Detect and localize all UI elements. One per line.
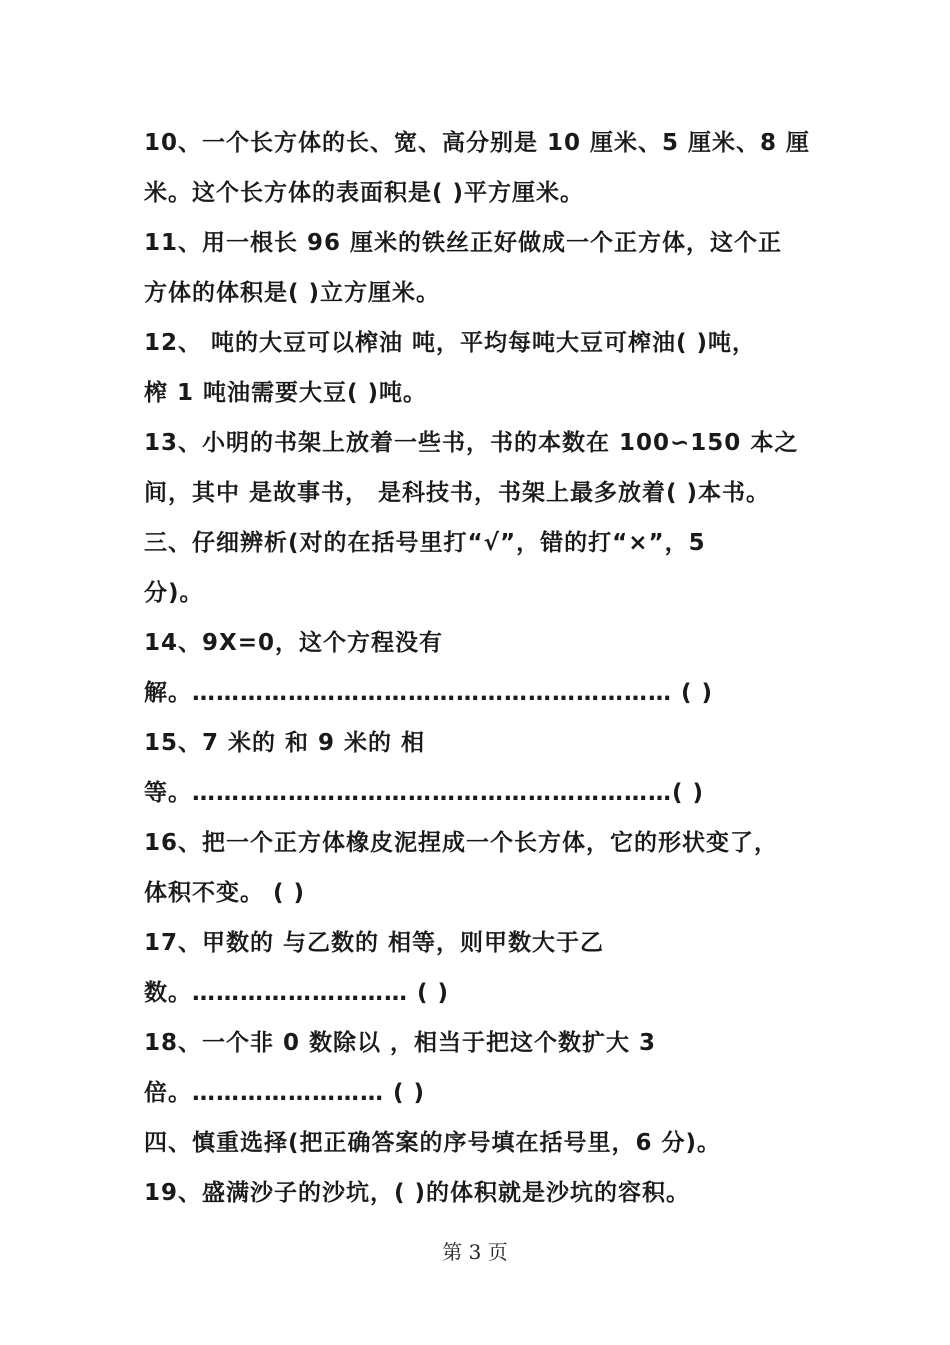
text-line: 等。……………………………………………………( ) <box>144 780 705 806</box>
text-line: 14、9X=0，这个方程没有 <box>144 630 444 656</box>
text-line: 间，其中 是故事书， 是科技书，书架上最多放着( )本书。 <box>144 480 771 506</box>
text-line: 数。……………………… ( ) <box>144 980 450 1006</box>
page-number: 第 3 页 <box>442 1240 508 1264</box>
text-line: 米。这个长方体的表面积是( )平方厘米。 <box>144 180 585 206</box>
text-line: 19、盛满沙子的沙坑，( )的体积就是沙坑的容积。 <box>144 1180 691 1206</box>
section-heading: 四、慎重选择(把正确答案的序号填在括号里，6 分)。 <box>144 1130 722 1156</box>
text-line: 方体的体积是( )立方厘米。 <box>144 280 441 306</box>
question-text-block <box>144 118 824 1218</box>
text-line: 体积不变。 ( ) <box>144 880 306 906</box>
text-line: 18、一个非 0 数除以 ，相当于把这个数扩大 3 <box>144 1030 657 1056</box>
text-line: 分)。 <box>144 580 204 606</box>
text-line: 11、用一根长 96 厘米的铁丝正好做成一个正方体，这个正 <box>144 230 783 256</box>
text-line: 13、小明的书架上放着一些书，书的本数在 100∽150 本之 <box>144 430 799 456</box>
text-line: 10、一个长方体的长、宽、高分别是 10 厘米、5 厘米、8 厘 <box>144 130 811 156</box>
text-line: 倍。…………………… ( ) <box>144 1080 426 1106</box>
text-line: 17、甲数的 与乙数的 相等，则甲数大于乙 <box>144 930 605 956</box>
text-line: 15、7 米的 和 9 米的 相 <box>144 730 426 756</box>
text-line: 解。…………………………………………………… ( ) <box>144 680 714 706</box>
text-line: 12、 吨的大豆可以榨油 吨，平均每吨大豆可榨油( )吨， <box>144 330 757 356</box>
section-heading: 三、仔细辨析(对的在括号里打“√”，错的打“×”，5 <box>144 530 706 556</box>
text-line: 16、把一个正方体橡皮泥捏成一个长方体，它的形状变了， <box>144 830 779 856</box>
text-line: 榨 1 吨油需要大豆( )吨。 <box>144 380 428 406</box>
